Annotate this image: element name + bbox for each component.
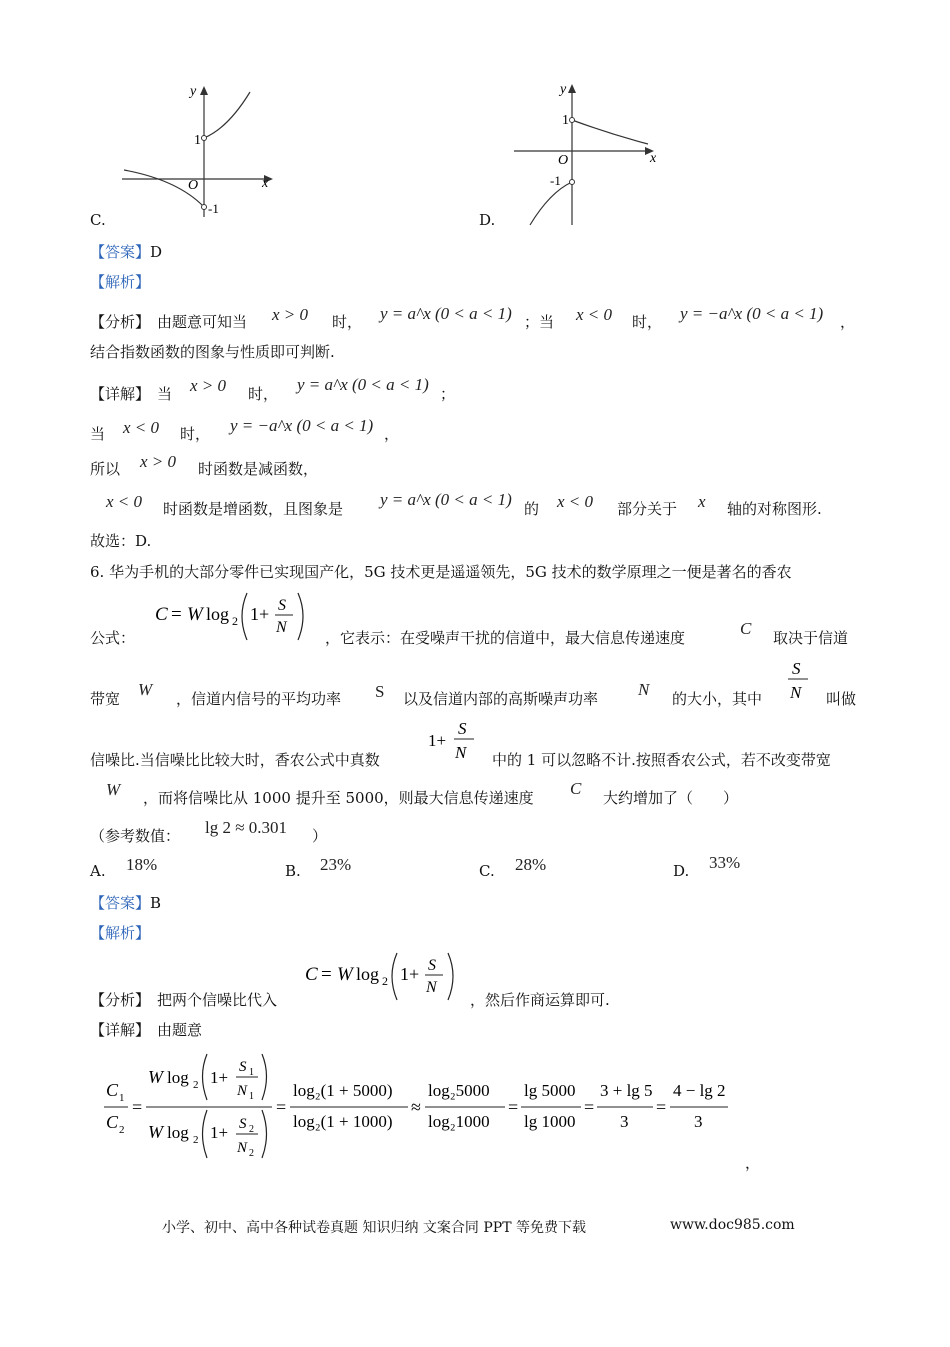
svg-text:log: log xyxy=(206,604,230,624)
answer-value: D xyxy=(150,243,163,261)
q5-xj1-text-b: 时， xyxy=(248,385,279,403)
option-d-label-q6[interactable]: D. xyxy=(673,862,690,880)
t5-den: 3 xyxy=(620,1112,629,1131)
q5-xj4-text-b: 的 xyxy=(524,500,540,518)
q5-fenxi-math4: y = −a^x (0 < a < 1) xyxy=(680,304,824,323)
q5-xiangjie-tag: 【详解】 xyxy=(90,385,151,403)
q5-answer xyxy=(90,241,162,262)
approx-sign: ≈ xyxy=(411,1097,421,1117)
svg-text:1+: 1+ xyxy=(250,604,270,624)
analysis-tag: 【解析】 xyxy=(90,273,151,291)
q6-line3-d: 的大小，其中 xyxy=(672,690,763,708)
q6-line2-b: ，它表示：在受噪声干扰的信道中，最大信息传递速度 xyxy=(325,629,686,647)
q6-line3-math3: N xyxy=(638,680,650,699)
q5-xj3-text-b: 时函数是减函数， xyxy=(198,460,319,478)
svg-text:N: N xyxy=(790,683,802,702)
option-c-value: 28% xyxy=(515,855,547,874)
q6-line3-e: 叫做 xyxy=(826,690,857,708)
t6-num: 4 − lg 2 xyxy=(673,1081,726,1100)
t5-num: 3 + lg 5 xyxy=(600,1081,653,1100)
open-point-1 xyxy=(202,136,207,141)
y-axis-label: y xyxy=(560,82,567,97)
q6-xiangjie-text: 由题意 xyxy=(157,1021,203,1039)
svg-text:N: N xyxy=(426,979,437,996)
q5-xj4-math3: x < 0 xyxy=(557,492,594,511)
q5-xj4-math2: y = a^x (0 < a < 1) xyxy=(380,490,512,509)
svg-text:1: 1 xyxy=(249,1067,254,1078)
svg-text:W: W xyxy=(337,964,353,985)
q5-xj3-text-a: 所以 xyxy=(90,460,121,478)
q5-fenxi-text3: ；当 xyxy=(524,313,555,331)
eq-sign-4: = xyxy=(584,1097,595,1117)
open-point-neg1 xyxy=(202,205,207,210)
q6-ref-a: （参考数值： xyxy=(90,827,181,845)
svg-text:1: 1 xyxy=(119,1092,125,1104)
svg-text:2: 2 xyxy=(249,1124,254,1135)
q6-line2-math: C xyxy=(740,619,752,638)
lhs-num: C xyxy=(106,1080,119,1100)
origin-label: O xyxy=(558,153,569,168)
q5-fenxi-text4: 时， xyxy=(632,313,663,331)
footer-link[interactable]: www.doc985.com xyxy=(670,1217,795,1233)
q5-fenxi-text1: 由题意可知当 xyxy=(157,313,248,331)
q5-xj3-math1: x > 0 xyxy=(140,452,177,471)
svg-text:=: = xyxy=(321,964,332,985)
answer-value: B xyxy=(150,894,162,912)
q6-ref-b: ） xyxy=(312,827,328,845)
svg-text:1+: 1+ xyxy=(400,964,420,984)
svg-text:2: 2 xyxy=(193,1079,199,1091)
q5-fenxi-math1: x > 0 xyxy=(272,305,309,324)
option-c-label-q6[interactable]: C. xyxy=(479,862,495,880)
option-b-label[interactable]: B. xyxy=(285,862,301,880)
tick-label-neg1: -1 xyxy=(550,173,561,188)
option-d-label: D. xyxy=(479,211,496,229)
svg-text:S: S xyxy=(428,957,436,974)
curve-right xyxy=(572,120,648,144)
q6-line5-math2: C xyxy=(570,779,582,798)
ratio-equation xyxy=(100,1046,740,1166)
t2-den: log₂(1 + 1000) xyxy=(293,1112,393,1131)
svg-text:log: log xyxy=(167,1068,189,1087)
svg-text:C: C xyxy=(155,604,168,625)
tick-label-neg1: -1 xyxy=(208,201,219,216)
q6-line4-a: 信噪比.当信噪比比较大时，香农公式中真数 xyxy=(90,751,380,769)
svg-text:S: S xyxy=(239,1116,247,1132)
svg-text:S: S xyxy=(792,659,801,678)
eq-sign-5: = xyxy=(656,1097,667,1117)
svg-text:S: S xyxy=(278,597,286,614)
svg-text:=: = xyxy=(171,604,182,625)
x-axis-label: x xyxy=(262,176,269,191)
svg-text:2: 2 xyxy=(232,614,238,628)
option-d-value: 33% xyxy=(709,853,741,872)
q6-line5-b: 大约增加了（ ） xyxy=(603,789,739,807)
q5-xj1-math2: y = a^x (0 < a < 1) xyxy=(297,375,429,394)
origin-label: O xyxy=(188,178,199,193)
svg-text:=: = xyxy=(276,1097,287,1117)
q6-line2-a: 公式： xyxy=(90,629,136,647)
svg-text:N: N xyxy=(276,619,287,636)
t6-den: 3 xyxy=(694,1112,703,1131)
shannon-formula-2 xyxy=(305,948,460,1004)
q5-xj4-text-d: 轴的对称图形. xyxy=(727,500,822,518)
y-axis-arrow xyxy=(568,84,576,93)
option-a-value: 18% xyxy=(126,855,158,874)
q6-xiangjie-tag: 【详解】 xyxy=(90,1021,151,1039)
q5-xj2-math1: x < 0 xyxy=(123,418,160,437)
svg-text:W: W xyxy=(148,1122,163,1142)
svg-text:N: N xyxy=(455,743,467,762)
q5-fenxi-text2: 时， xyxy=(332,313,363,331)
svg-text:N: N xyxy=(237,1083,248,1099)
curve-right xyxy=(204,92,250,138)
t3-num: log₂5000 xyxy=(428,1081,490,1100)
q5-fenxi-math2: y = a^x (0 < a < 1) xyxy=(380,304,512,323)
footer-text: 小学、初中、高中各种试卷真题 知识归纳 文案合同 PPT 等免费下载 xyxy=(162,1220,586,1236)
q6-line2-c: 取决于信道 xyxy=(773,629,849,647)
svg-text:S: S xyxy=(239,1059,247,1075)
q6-fenxi-a: 把两个信噪比代入 xyxy=(157,991,278,1009)
svg-text:W: W xyxy=(187,604,203,625)
svg-text:S: S xyxy=(458,719,467,738)
q6-line5-math1: W xyxy=(106,780,121,799)
option-b-value: 23% xyxy=(320,855,352,874)
graph-c xyxy=(118,82,288,222)
svg-text:2: 2 xyxy=(382,974,388,988)
t4-num: lg 5000 xyxy=(524,1081,576,1100)
q5-fenxi-tag: 【分析】 xyxy=(90,313,151,331)
analysis-tag-q6: 【解析】 xyxy=(90,924,151,942)
open-point-1 xyxy=(570,118,575,123)
t4-den: lg 1000 xyxy=(524,1112,576,1131)
q5-xj2-text-c: ， xyxy=(384,425,400,443)
q6-answer xyxy=(90,892,161,913)
graph-d xyxy=(510,80,670,228)
shannon-formula xyxy=(155,588,310,644)
y-axis-arrow xyxy=(200,86,208,95)
eq-sign-3: = xyxy=(508,1097,519,1117)
q5-xj4-text-c: 部分关于 xyxy=(617,500,678,518)
svg-text:2: 2 xyxy=(119,1124,125,1136)
curve-left xyxy=(530,182,572,225)
one-plus-s-over-n xyxy=(426,714,478,766)
q5-fenxi-text5: ， xyxy=(840,313,856,331)
q5-xj1-text-a: 当 xyxy=(157,385,173,403)
q6-line5-a: ，而将信噪比从 1000 提升至 5000，则最大信息传递速度 xyxy=(143,789,534,807)
svg-text:2: 2 xyxy=(249,1148,254,1159)
svg-text:N: N xyxy=(237,1140,248,1156)
q5-xj4-text-a: 时函数是增函数，且图象是 xyxy=(163,500,344,518)
q5-xj2-text-b: 时， xyxy=(180,425,211,443)
q5-xj1-text-c: ； xyxy=(440,385,456,403)
svg-text:2: 2 xyxy=(193,1134,199,1146)
answer-tag: 【答案】 xyxy=(90,894,151,912)
svg-text:log: log xyxy=(167,1123,189,1142)
q5-guxuan: 故选：D. xyxy=(90,532,152,550)
svg-text:=: = xyxy=(132,1097,143,1117)
q6-line3-c: 以及信道内部的高斯噪声功率 xyxy=(403,690,599,708)
tick-label-1: 1 xyxy=(562,113,569,128)
open-point-neg1 xyxy=(570,180,575,185)
q5-fenxi-line2: 结合指数函数的图象与性质即可判断. xyxy=(90,343,335,361)
t2-num: log₂(1 + 5000) xyxy=(293,1081,393,1100)
q6-line3-a: 带宽 xyxy=(90,690,121,708)
q5-xj2-math2: y = −a^x (0 < a < 1) xyxy=(230,416,374,435)
svg-text:C: C xyxy=(305,964,318,985)
s-over-n-fraction xyxy=(786,654,812,704)
q6-fenxi-tag: 【分析】 xyxy=(90,991,151,1009)
q6-line1: 6. 华为手机的大部分零件已实现国产化，5G 技术更是遥遥领先，5G 技术的数学原理之一便是著名的香农 xyxy=(90,563,792,581)
q6-line3-math2: S xyxy=(375,682,385,701)
q6-ref-math: lg 2 ≈ 0.301 xyxy=(205,818,288,837)
q5-xj1-math1: x > 0 xyxy=(190,376,227,395)
q6-line3-b: ，信道内信号的平均功率 xyxy=(176,690,342,708)
svg-text:W: W xyxy=(148,1067,163,1087)
q6-line4-b: 中的 1 可以忽略不计.按照香农公式，若不改变带宽 xyxy=(492,751,831,769)
q5-xj2-text-a: 当 xyxy=(90,425,106,443)
q5-xj4-math1: x < 0 xyxy=(106,492,143,511)
q6-fenxi-b: ，然后作商运算即可. xyxy=(470,991,610,1009)
option-c-label: C. xyxy=(90,211,106,229)
q5-fenxi-math3: x < 0 xyxy=(576,305,613,324)
answer-tag: 【答案】 xyxy=(90,243,151,261)
q5-xj4-math4: x xyxy=(698,492,706,511)
equation-trailing-comma: ， xyxy=(745,1154,761,1172)
svg-text:1+: 1+ xyxy=(210,1068,229,1087)
svg-text:1+: 1+ xyxy=(210,1123,229,1142)
tick-label-1: 1 xyxy=(194,133,201,148)
x-axis-label: x xyxy=(650,151,657,166)
svg-text:1+: 1+ xyxy=(428,731,447,750)
option-a-label[interactable]: A. xyxy=(90,862,106,880)
t3-den: log₂1000 xyxy=(428,1112,490,1131)
svg-text:log: log xyxy=(356,964,380,984)
svg-text:C: C xyxy=(106,1112,119,1132)
q6-line3-math1: W xyxy=(138,680,153,699)
svg-text:1: 1 xyxy=(249,1091,254,1102)
y-axis-label: y xyxy=(190,84,197,99)
